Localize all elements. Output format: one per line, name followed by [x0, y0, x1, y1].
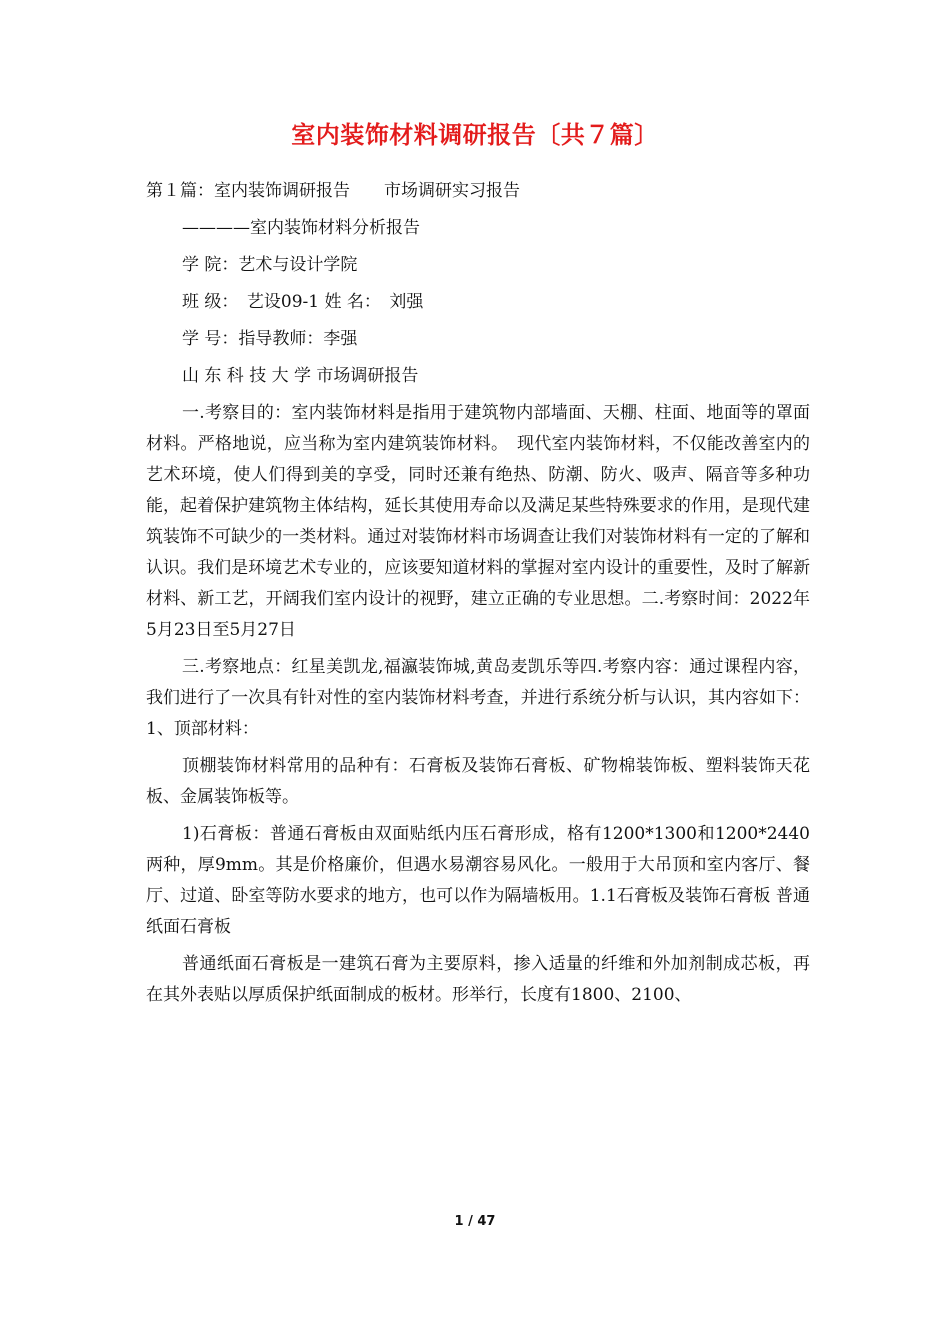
paragraph-chapter-heading: 第１篇：室内装饰调研报告 市场调研实习报告 — [146, 181, 520, 201]
document-title: 室内装饰材料调研报告〔共７篇〕 — [291, 121, 659, 149]
paragraph-student-number: 学 号：指导教师：李强 — [182, 329, 358, 349]
paragraph-paper-gypsum-board: 普通纸面石膏板是一建筑石膏为主要原料，掺入适量的纤维和外加剂制成芯板，再在其外表贴以厚质保护纸面制成的板材。形举行，长度有1800、2100、 — [146, 954, 810, 1005]
paragraph-subtitle: ————室内装饰材料分析报告 — [182, 218, 420, 238]
paragraph-university: 山 东 科 技 大 学 市场调研报告 — [182, 366, 419, 386]
paragraph-ceiling-materials: 顶棚装饰材料常用的品种有：石膏板及装饰石膏板、矿物棉装饰板、塑料装饰天花板、金属装饰板等。 — [146, 756, 810, 807]
document-body — [146, 176, 810, 1017]
paragraph-college: 学 院：艺术与设计学院 — [182, 255, 358, 275]
paragraph-location: 三.考察地点：红星美凯龙,福瀛装饰城,黄岛麦凯乐等四.考察内容：通过课程内容，我们进行了一次具有针对性的室内装饰材料考查，并进行系统分析与认识，其内容如下：1、顶部材料： — [146, 657, 810, 739]
paragraph-class-name: 班 级： 艺设09-1 姓 名： 刘强 — [182, 292, 424, 312]
page-number: 1 / 47 — [454, 1214, 496, 1229]
paragraph-purpose: 一.考察目的：室内装饰材料是指用于建筑物内部墙面、天棚、柱面、地面等的罩面材料。严格地说，应当称为室内建筑装饰材料。 现代室内装饰材料，不仅能改善室内的艺术环境，使人们得到美的享受，同时还兼有绝热、防潮、防火、吸声、隔音等多种功能，起着保护建筑物主体结构，延长其使用寿命以及满足某些特殊要求的作用，是现代建筑装饰不可缺少的一类材料。通过对装饰材料市场调查让我们对装饰材料有一定的了解和认识。我们是环境艺术专业的，应该要知道材料的掌握对室内设计的重要性，及时了解新材料、新工艺，开阔我们室内设计的视野，建立正确的专业思想。二.考察时间：2022年5月23日至5月27日 — [146, 403, 810, 640]
paragraph-gypsum-board: 1)石膏板：普通石膏板由双面贴纸内压石膏形成，格有1200*1300和1200*2440两种，厚9mm。其是价格廉价，但遇水易潮容易风化。一般用于大吊顶和室内客厅、餐厅、过道、卧室等防水要求的地方，也可以作为隔墙板用。1.1石膏板及装饰石膏板 普通纸面石膏板 — [146, 824, 810, 937]
